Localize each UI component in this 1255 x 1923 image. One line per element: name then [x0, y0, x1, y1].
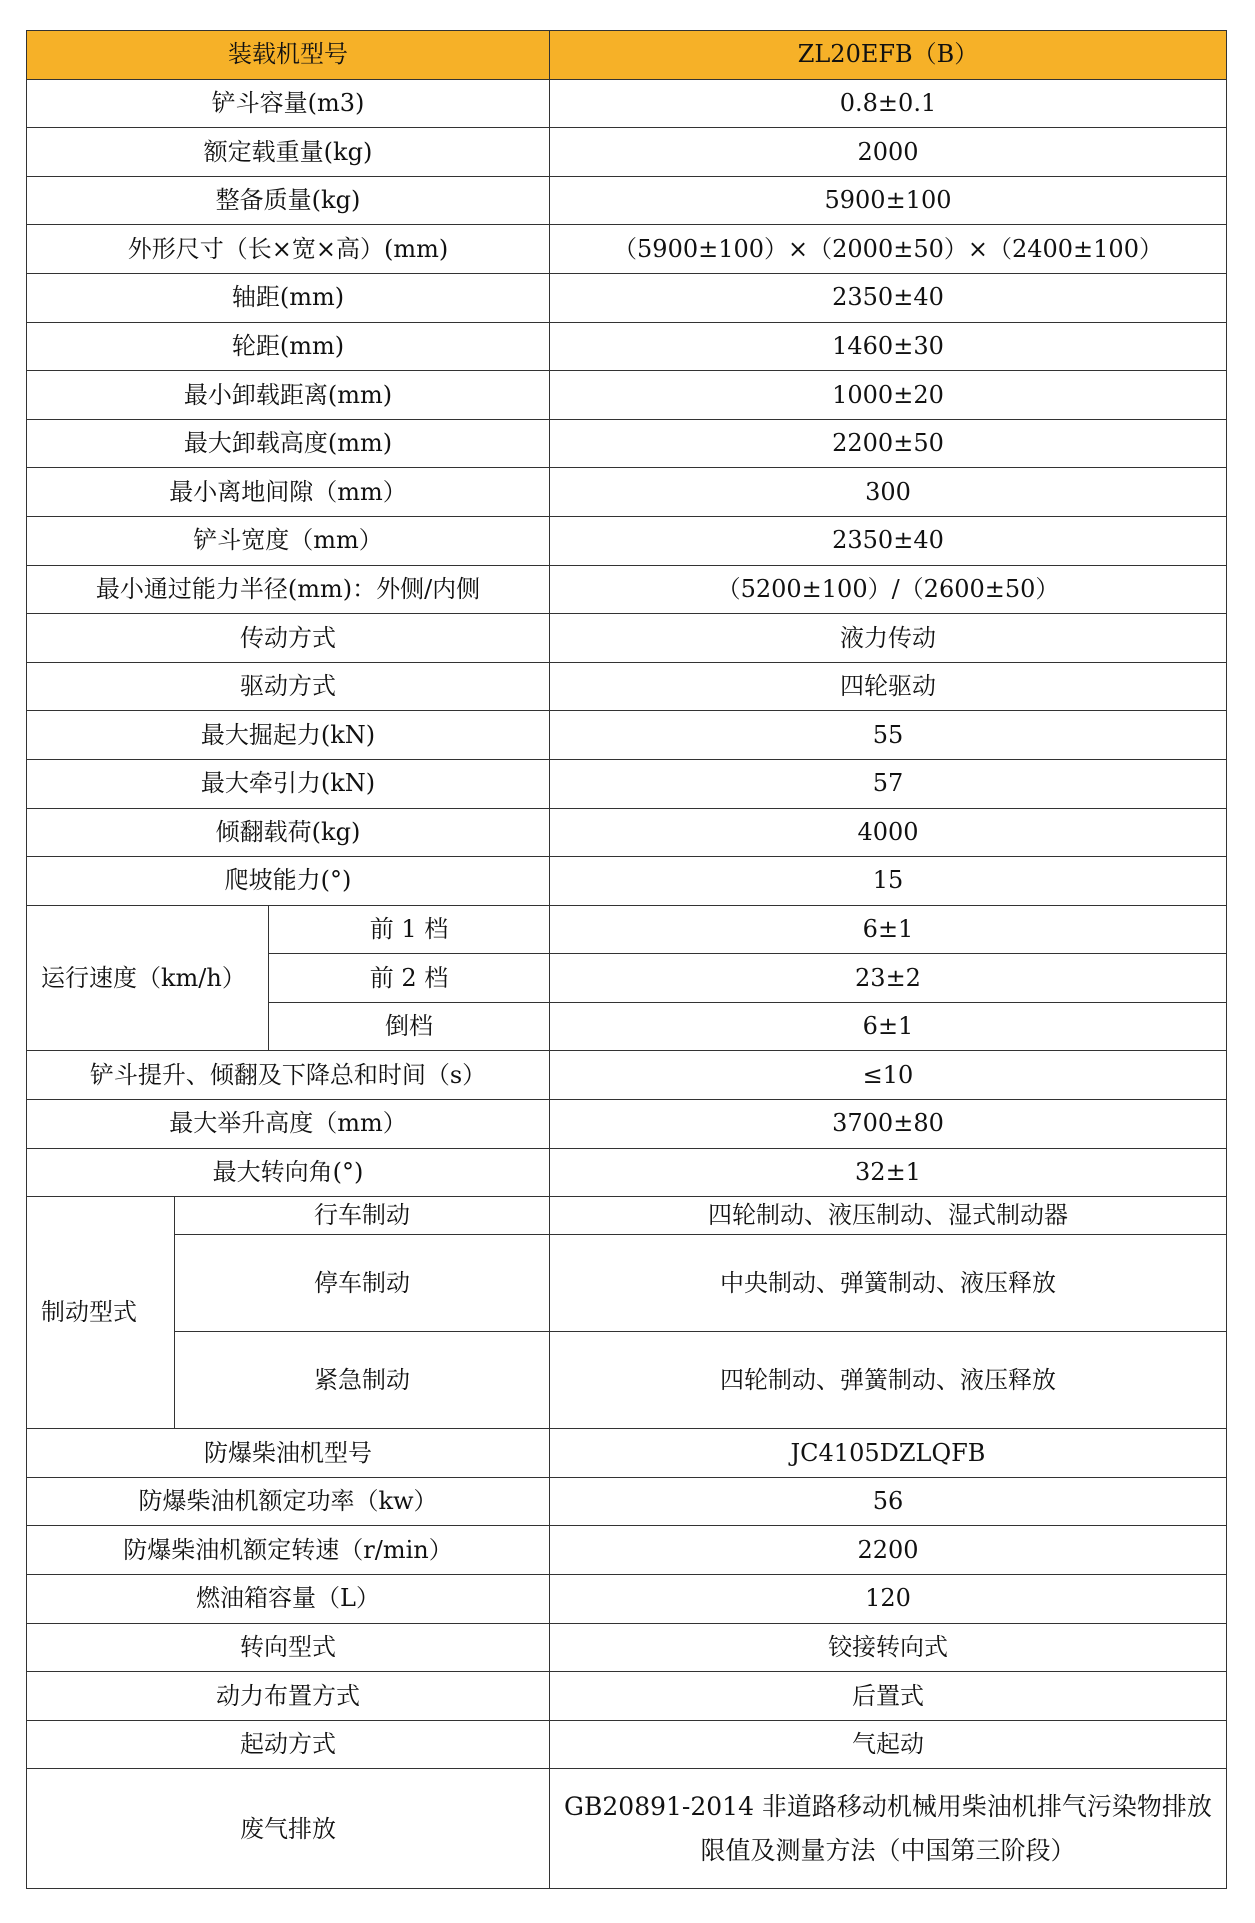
speed-row	[27, 905, 1227, 954]
spec-label: 额定载重量(kg)	[27, 128, 550, 177]
brake-type-label: 行车制动	[175, 1197, 550, 1235]
spec-row	[27, 857, 1227, 906]
spec-label: 最小通过能力半径(mm)：外侧/内侧	[27, 565, 550, 614]
spec-row	[27, 1623, 1227, 1672]
spec-row	[27, 759, 1227, 808]
brake-type-label: 停车制动	[175, 1235, 550, 1332]
spec-row	[27, 614, 1227, 663]
spec-row	[27, 1051, 1227, 1100]
header-row	[27, 31, 1227, 80]
spec-value: （5900±100）×（2000±50）×（2400±100）	[550, 225, 1227, 274]
spec-row	[27, 419, 1227, 468]
header-value-cell: ZL20EFB（B）	[550, 31, 1227, 80]
spec-row	[27, 128, 1227, 177]
spec-label: 防爆柴油机额定功率（kw）	[27, 1477, 550, 1526]
spec-value: 4000	[550, 808, 1227, 857]
emission-label: 废气排放	[27, 1769, 550, 1889]
spec-label: 最大卸载高度(mm)	[27, 419, 550, 468]
brake-type-label: 紧急制动	[175, 1332, 550, 1429]
spec-value: 铰接转向式	[550, 1623, 1227, 1672]
spec-row	[27, 516, 1227, 565]
spec-row	[27, 1429, 1227, 1478]
spec-label: 铲斗提升、倾翻及下降总和时间（s）	[27, 1051, 550, 1100]
spec-row	[27, 176, 1227, 225]
spec-value: ≤10	[550, 1051, 1227, 1100]
brake-row	[27, 1197, 1227, 1235]
spec-value: 0.8±0.1	[550, 79, 1227, 128]
spec-label: 燃油箱容量（L）	[27, 1575, 550, 1624]
spec-value: 后置式	[550, 1672, 1227, 1721]
speed-gear-value: 23±2	[550, 954, 1227, 1003]
spec-row	[27, 1575, 1227, 1624]
spec-value: 1460±30	[550, 322, 1227, 371]
spec-value: 56	[550, 1477, 1227, 1526]
spec-row	[27, 1526, 1227, 1575]
spec-table-body	[27, 31, 1227, 1889]
brake-row	[27, 1235, 1227, 1332]
brake-row	[27, 1332, 1227, 1429]
spec-row	[27, 371, 1227, 420]
spec-label: 动力布置方式	[27, 1672, 550, 1721]
spec-row	[27, 1477, 1227, 1526]
spec-label: 倾翻载荷(kg)	[27, 808, 550, 857]
spec-label: 最大转向角(°)	[27, 1148, 550, 1197]
brake-type-value: 中央制动、弹簧制动、液压释放	[550, 1235, 1227, 1332]
spec-row	[27, 225, 1227, 274]
spec-value: 2200	[550, 1526, 1227, 1575]
spec-row	[27, 1720, 1227, 1769]
spec-row	[27, 662, 1227, 711]
speed-gear-value: 6±1	[550, 1002, 1227, 1051]
emission-row	[27, 1769, 1227, 1889]
spec-value: 32±1	[550, 1148, 1227, 1197]
brake-type-value: 四轮制动、液压制动、湿式制动器	[550, 1197, 1227, 1235]
spec-label: 铲斗容量(m3)	[27, 79, 550, 128]
speed-gear-label: 前 1 档	[269, 905, 550, 954]
header-param-cell: 装载机型号	[27, 31, 550, 80]
spec-value: 57	[550, 759, 1227, 808]
spec-value: 120	[550, 1575, 1227, 1624]
spec-label: 轮距(mm)	[27, 322, 550, 371]
spec-label: 最小离地间隙（mm）	[27, 468, 550, 517]
spec-label: 爬坡能力(°)	[27, 857, 550, 906]
spec-row	[27, 565, 1227, 614]
spec-value: 气起动	[550, 1720, 1227, 1769]
spec-label: 最大举升高度（mm）	[27, 1100, 550, 1149]
spec-label: 起动方式	[27, 1720, 550, 1769]
spec-label: 传动方式	[27, 614, 550, 663]
spec-value: 3700±80	[550, 1100, 1227, 1149]
spec-row	[27, 1148, 1227, 1197]
speed-gear-label: 倒档	[269, 1002, 550, 1051]
speed-gear-label: 前 2 档	[269, 954, 550, 1003]
spec-row	[27, 1100, 1227, 1149]
spec-value: 15	[550, 857, 1227, 906]
spec-value: 300	[550, 468, 1227, 517]
spec-value: 2350±40	[550, 516, 1227, 565]
spec-row	[27, 468, 1227, 517]
spec-value: JC4105DZLQFB	[550, 1429, 1227, 1478]
spec-row	[27, 273, 1227, 322]
spec-label: 驱动方式	[27, 662, 550, 711]
spec-value: 四轮驱动	[550, 662, 1227, 711]
spec-label: 轴距(mm)	[27, 273, 550, 322]
emission-value: GB20891-2014 非道路移动机械用柴油机排气污染物排放限值及测量方法（中国第三阶段）	[550, 1769, 1227, 1889]
spec-value: 5900±100	[550, 176, 1227, 225]
spec-value: 2200±50	[550, 419, 1227, 468]
spec-row	[27, 322, 1227, 371]
spec-value: 55	[550, 711, 1227, 760]
spec-row	[27, 711, 1227, 760]
spec-label: 最小卸载距离(mm)	[27, 371, 550, 420]
spec-label: 最大掘起力(kN)	[27, 711, 550, 760]
spec-row	[27, 1672, 1227, 1721]
spec-label: 防爆柴油机额定转速（r/min）	[27, 1526, 550, 1575]
spec-value: （5200±100）/（2600±50）	[550, 565, 1227, 614]
spec-label: 转向型式	[27, 1623, 550, 1672]
spec-label: 整备质量(kg)	[27, 176, 550, 225]
spec-value: 2000	[550, 128, 1227, 177]
spec-table	[26, 30, 1227, 1889]
spec-value: 液力传动	[550, 614, 1227, 663]
spec-label: 外形尺寸（长×宽×高）(mm)	[27, 225, 550, 274]
speed-group-label: 运行速度（km/h）	[27, 905, 269, 1051]
spec-label: 防爆柴油机型号	[27, 1429, 550, 1478]
speed-gear-value: 6±1	[550, 905, 1227, 954]
brake-group-label: 制动型式	[27, 1197, 175, 1429]
spec-value: 2350±40	[550, 273, 1227, 322]
spec-row	[27, 808, 1227, 857]
spec-label: 铲斗宽度（mm）	[27, 516, 550, 565]
brake-type-value: 四轮制动、弹簧制动、液压释放	[550, 1332, 1227, 1429]
spec-row	[27, 79, 1227, 128]
spec-label: 最大牵引力(kN)	[27, 759, 550, 808]
spec-value: 1000±20	[550, 371, 1227, 420]
